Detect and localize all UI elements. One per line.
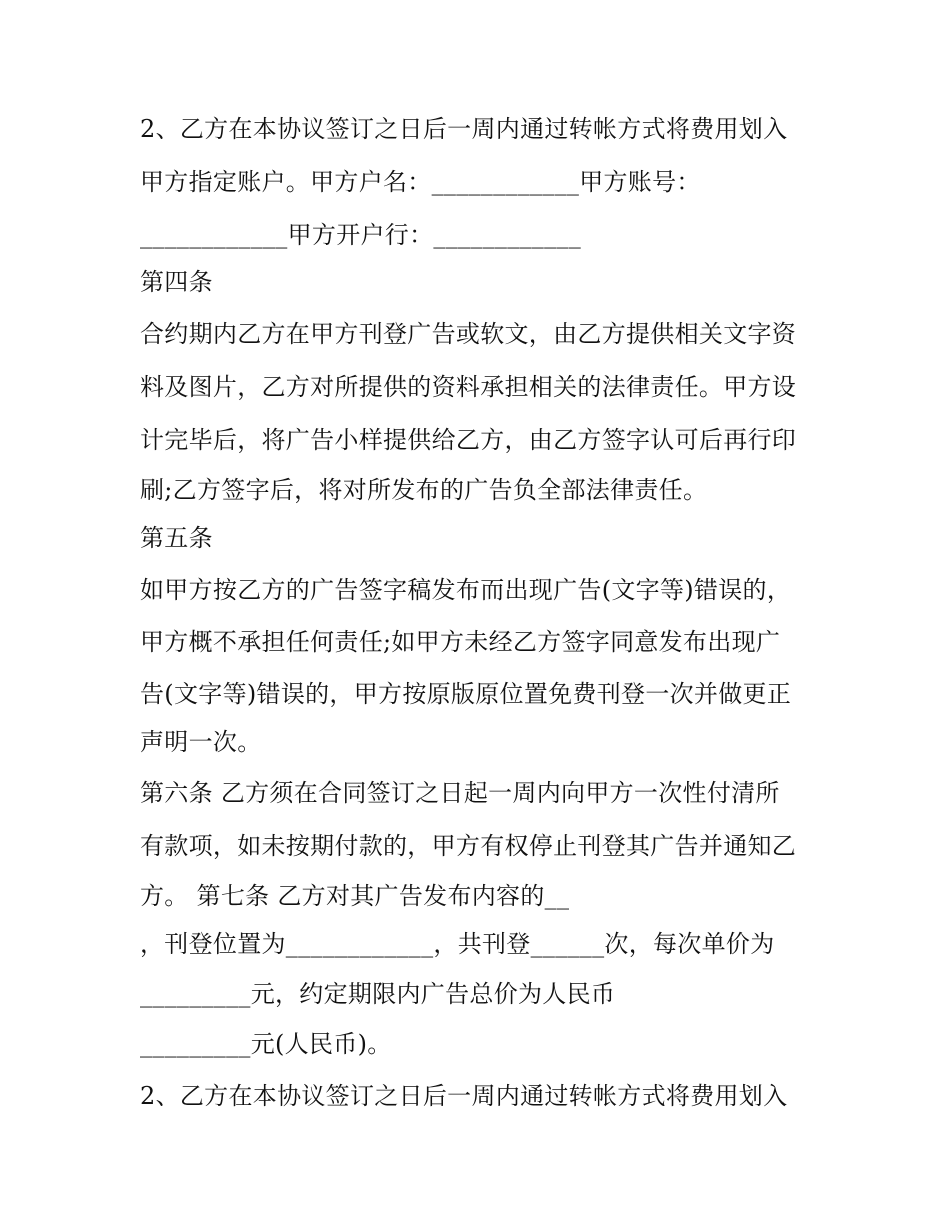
text-line: ____________甲方开户行：____________: [140, 221, 581, 249]
text-line: ，刊登位置为____________，共刊登______次，每次单价为: [140, 930, 775, 958]
text-line: 2、乙方在本协议签订之日后一周内通过转帐方式将费用划入: [140, 1082, 788, 1110]
text-line: 告(文字等)错误的，甲方按原版原位置免费刊登一次并做更正: [140, 680, 792, 708]
text-line: 计完毕后，将广告小样提供给乙方，由乙方签字认可后再行印: [140, 426, 797, 454]
text-line: _________元，约定期限内广告总价为人民币: [140, 980, 616, 1008]
text-line: _________元(人民币)。: [140, 1030, 392, 1058]
section-heading: 第四条: [140, 268, 213, 296]
text-line: 第六条 乙方须在合同签订之日起一周内向甲方一次性付清所: [140, 779, 780, 807]
text-line: 甲方概不承担任何责任;如甲方未经乙方签字同意发布出现广: [140, 628, 781, 656]
text-line: 方。 第七条 乙方对其广告发布内容的__: [140, 882, 570, 910]
text-line: 声明一次。: [140, 728, 262, 756]
text-line: 如甲方按乙方的广告签字稿发布而出现广告(文字等)错误的，: [140, 576, 792, 604]
text-line: 甲方指定账户。甲方户名：____________甲方账号：: [140, 168, 701, 196]
text-line: 2、乙方在本协议签订之日后一周内通过转帐方式将费用划入: [140, 115, 788, 143]
text-line: 合约期内乙方在甲方刊登广告或软文，由乙方提供相关文字资: [140, 320, 797, 348]
text-line: 料及图片，乙方对所提供的资料承担相关的法律责任。甲方设: [140, 373, 797, 401]
text-line: 刷;乙方签字后，将对所发布的广告负全部法律责任。: [140, 476, 708, 504]
section-heading: 第五条: [140, 524, 213, 552]
text-line: 有款项，如未按期付款的，甲方有权停止刊登其广告并通知乙: [140, 832, 797, 860]
